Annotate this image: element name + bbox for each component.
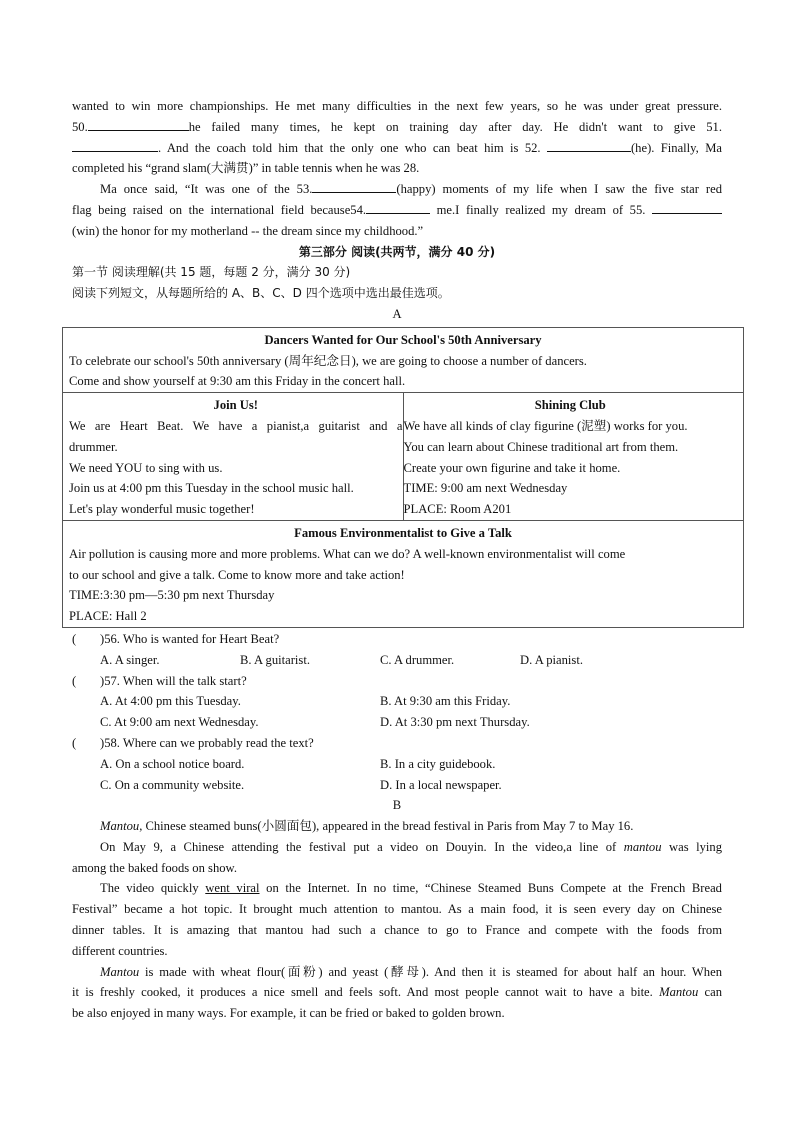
passage-b-line: Festival” became a hot topic. It brought much attention to mantou. As a main food, it is seen every day on Chinese [72, 902, 722, 917]
passage-b-line: be also enjoyed in many ways. For example, it can be fried or baked to golden brown. [72, 1006, 505, 1021]
notice-text: Join us at 4:00 pm this Tuesday in the school music hall. [69, 481, 354, 496]
section-title: 第三部分 阅读(共两节，满分 40 分) [298, 244, 496, 259]
notice-text: drummer. [69, 439, 118, 454]
question-56 [72, 629, 722, 671]
option-a[interactable]: A. A singer. [100, 652, 160, 667]
notice-title: Shining Club [534, 398, 606, 413]
option-a[interactable]: A. On a school notice board. [100, 756, 245, 771]
passage-b-label: B [392, 798, 402, 813]
notice-text: We are Heart Beat. We have a pianist,a guitarist and a [69, 418, 403, 433]
passage-a-label: A [392, 306, 402, 321]
answer-blank[interactable] [652, 200, 722, 214]
notice-text: Let's play wonderful music together! [69, 502, 255, 517]
option-b[interactable]: B. In a city guidebook. [380, 756, 496, 771]
notice-title: Join Us! [213, 398, 258, 413]
question-stem: ( )58. Where can we probably read the text? [72, 733, 722, 754]
option-d[interactable]: D. In a local newspaper. [380, 777, 502, 792]
notice-title: Famous Environmentalist to Give a Talk [294, 525, 512, 540]
passage-b-line: among the baked foods on show. [72, 860, 237, 875]
option-d[interactable]: D. A pianist. [520, 652, 583, 667]
option-c[interactable]: C. At 9:00 am next Wednesday. [100, 715, 259, 730]
options-row [72, 691, 722, 712]
notice-title: Dancers Wanted for Our School's 50th Anniversary [264, 332, 542, 347]
option-a[interactable]: A. At 4:00 pm this Tuesday. [100, 694, 241, 709]
cloze-line: (win) the honor for my motherland -- the dream since my childhood.” [72, 223, 424, 238]
question-stem: ( )56. Who is wanted for Heart Beat? [72, 629, 722, 650]
cloze-line: Ma once said, “It was one of the 53. (happy) moments of my life when I saw the five star red [72, 179, 722, 200]
passage-b-paragraph: On May 9, a Chinese attending the festival put a video on Douyin. In the video,a line of mantou was lying [100, 839, 722, 854]
option-c[interactable]: C. On a community website. [100, 777, 245, 792]
options-row [72, 754, 722, 775]
answer-paren[interactable]: ( [72, 735, 77, 750]
answer-paren[interactable]: ( [72, 631, 77, 646]
notice-table [62, 327, 744, 628]
notice-text: Create your own figurine and take it home. [403, 460, 621, 475]
notice-text: We need YOU to sing with us. [69, 460, 223, 475]
notice-text: To celebrate our school's 50th anniversary (周年纪念日), we are going to choose a number of dancers. [69, 353, 587, 368]
notice-text: TIME: 9:00 am next Wednesday [403, 481, 568, 496]
notice-text: TIME:3:30 pm—5:30 pm next Thursday [69, 588, 275, 603]
notice-text: to our school and give a talk. Come to know more and take action! [69, 567, 405, 582]
join-us-notice [63, 393, 404, 521]
passage-b-paragraph: Mantou, Chinese steamed buns(小圆面包), appeared in the bread festival in Paris from May 7 to May 16. [100, 819, 634, 834]
underlined-phrase: went viral [205, 881, 260, 896]
options-row [72, 775, 722, 796]
shining-club-notice [403, 393, 744, 521]
cloze-line: flag being raised on the international field because54. me.I finally realized my dream of 55. [72, 200, 722, 221]
notice-text: We have all kinds of clay figurine (泥塑) works for you. [403, 418, 688, 433]
passage-b-line: dinner tables. It is amazing that mantou had such a chance to go to France and compete with the foods from [72, 923, 722, 938]
answer-blank[interactable] [547, 138, 631, 152]
option-c[interactable]: C. A drummer. [380, 652, 455, 667]
cloze-line: wanted to win more championships. He met many difficulties in the next few years, so he was under great pressure. [72, 99, 722, 113]
answer-blank[interactable] [88, 117, 189, 131]
answer-paren[interactable]: ( [72, 673, 77, 688]
notice-text: Come and show yourself at 9:30 am this Friday in the concert hall. [69, 374, 406, 389]
dancers-notice [63, 327, 744, 392]
cloze-line: completed his “grand slam(大满贯)” in table tennis when he was 28. [72, 161, 420, 176]
options-row [72, 712, 722, 733]
passage-b-line: different countries. [72, 943, 168, 958]
option-b[interactable]: B. A guitarist. [240, 652, 310, 667]
cloze-line: . And the coach told him that the only one who can beat him is 52. (he). Finally, Ma [72, 138, 722, 159]
notice-text: You can learn about Chinese traditional art from them. [403, 439, 679, 454]
document-page [69, 96, 723, 1024]
passage-b-paragraph: The video quickly went viral on the Internet. In no time, “Chinese Steamed Buns Compete at the French Bread [100, 881, 722, 896]
notice-text: Air pollution is causing more and more problems. What can we do? A well-known environmentalist will come [69, 546, 626, 561]
instructions: 阅读下列短文，从每题所给的 A、B、C、D 四个选项中选出最佳选项。 [72, 286, 450, 301]
options-row [72, 650, 722, 671]
notice-text: PLACE: Room A201 [403, 502, 512, 517]
answer-blank[interactable] [312, 179, 396, 193]
talk-notice [63, 520, 744, 627]
cloze-line: 50. he failed many times, he kept on training day after day. He didn't want to give 51. [72, 117, 722, 138]
notice-text: PLACE: Hall 2 [69, 609, 147, 624]
question-stem: ( )57. When will the talk start? [72, 671, 722, 692]
answer-blank[interactable] [72, 138, 158, 152]
passage-b-line: it is freshly cooked, it produces a nice smell and feels soft. And most people cannot wait to have a bite. Mantou can [72, 985, 723, 1000]
answer-blank[interactable] [366, 200, 430, 214]
option-b[interactable]: B. At 9:30 am this Friday. [380, 694, 511, 709]
subsection-title: 第一节 阅读理解(共 15 题，每题 2 分，满分 30 分) [72, 265, 351, 280]
option-d[interactable]: D. At 3:30 pm next Thursday. [380, 715, 530, 730]
passage-b-paragraph: Mantou is made with wheat flour(面粉) and yeast (酵母). And then it is steamed for about half an hour. When [100, 964, 722, 979]
question-58 [72, 733, 722, 795]
question-57 [72, 671, 722, 733]
